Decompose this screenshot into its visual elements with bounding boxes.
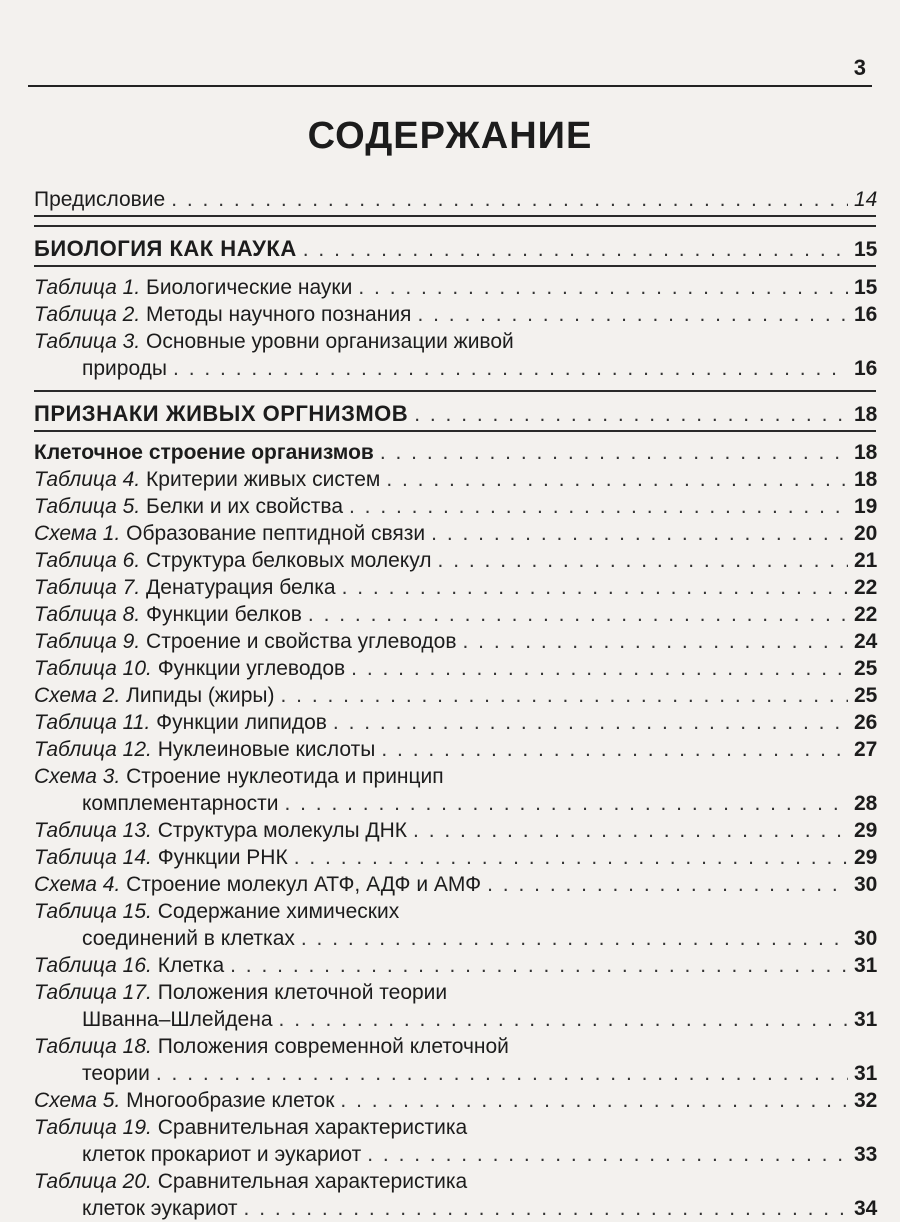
toc-entry-text xyxy=(34,186,165,213)
toc-entry-title: Нуклеиновые кислоты xyxy=(157,738,376,761)
toc-entry-kind: Таблица 17. xyxy=(34,981,152,1004)
toc-line xyxy=(34,235,876,263)
toc-line-continued xyxy=(34,1141,876,1168)
dot-leader xyxy=(381,736,848,763)
toc-entry-title-continued: комплементарности xyxy=(82,792,279,815)
toc-entry-text xyxy=(34,1114,467,1141)
toc-page-number: 34 xyxy=(854,1197,878,1220)
toc-line xyxy=(34,709,876,736)
toc-page-number: 22 xyxy=(854,576,878,599)
toc-entry xyxy=(34,1033,876,1087)
table-of-contents xyxy=(34,186,876,1222)
toc-page-number: 31 xyxy=(854,954,878,977)
toc-page-number: 33 xyxy=(854,1143,878,1166)
toc-page-number: 26 xyxy=(854,711,878,734)
toc-page-number: 30 xyxy=(854,927,878,950)
toc-entry-text xyxy=(34,979,447,1006)
toc-page-number: 20 xyxy=(854,522,878,545)
toc-entry-kind: Таблица 14. xyxy=(34,846,152,869)
toc-entry-title: Строение и свойства углеводов xyxy=(146,630,457,653)
toc-line xyxy=(34,439,876,466)
toc-entry-kind: Таблица 16. xyxy=(34,954,152,977)
toc-page-number: 14 xyxy=(854,188,878,211)
toc-entry-title-continued: теории xyxy=(82,1062,150,1085)
toc-page-number: 18 xyxy=(854,468,878,491)
toc-entry-text xyxy=(34,655,345,682)
toc-page-number: 15 xyxy=(854,276,878,299)
toc-entry-kind: Схема 4. xyxy=(34,873,121,896)
toc-line-continued xyxy=(34,925,876,952)
section-divider xyxy=(34,390,876,392)
toc-line xyxy=(34,274,876,301)
toc-entry-text xyxy=(34,493,343,520)
section-divider xyxy=(34,225,876,227)
toc-page-number: 28 xyxy=(854,792,878,815)
dot-leader xyxy=(284,790,848,817)
toc-entry xyxy=(34,871,876,898)
toc-entry-title: Предисловие xyxy=(34,188,166,211)
section-divider xyxy=(34,215,876,217)
toc-entry-kind: Таблица 3. xyxy=(34,330,141,353)
toc-entry-kind: Таблица 15. xyxy=(34,900,152,923)
dot-leader xyxy=(413,817,848,844)
toc-entry xyxy=(34,709,876,736)
toc-entry-title-continued: клеток прокариот и эукариот xyxy=(82,1143,362,1166)
toc-entry-text xyxy=(34,682,274,709)
toc-entry-title: Клетка xyxy=(157,954,225,977)
toc-entry-title: Функции РНК xyxy=(157,846,288,869)
toc-entry xyxy=(34,547,876,574)
toc-entry xyxy=(34,601,876,628)
toc-page-number: 19 xyxy=(854,495,878,518)
toc-page-number: 25 xyxy=(854,657,878,680)
toc-entry-text xyxy=(34,709,327,736)
toc-line-continued xyxy=(34,1195,876,1222)
toc-line-continued xyxy=(34,355,876,382)
toc-entry-text xyxy=(34,574,336,601)
toc-line xyxy=(34,574,876,601)
toc-page-number: 27 xyxy=(854,738,878,761)
toc-line xyxy=(34,655,876,682)
toc-entry-text xyxy=(34,844,288,871)
toc-line-continued xyxy=(34,1006,876,1033)
dot-leader xyxy=(308,601,848,628)
toc-entry xyxy=(34,493,876,520)
toc-entry-title-continued: Шванна–Шлейдена xyxy=(82,1008,273,1031)
toc-entry-text xyxy=(34,601,302,628)
toc-line xyxy=(34,898,876,925)
toc-entry-text xyxy=(34,763,444,790)
toc-entry-title: Методы научного познания xyxy=(146,303,412,326)
dot-leader xyxy=(351,655,848,682)
toc-entry-title: Структура белковых молекул xyxy=(146,549,432,572)
toc-entry xyxy=(34,328,876,382)
toc-line xyxy=(34,520,876,547)
toc-entry xyxy=(34,186,876,213)
toc-line xyxy=(34,844,876,871)
toc-entry-title: Положения клеточной теории xyxy=(157,981,448,1004)
toc-entry-text xyxy=(34,871,481,898)
toc-entry-title: Образование пептидной связи xyxy=(126,522,426,545)
running-head xyxy=(28,55,872,87)
toc-entry-title-continued: природы xyxy=(82,357,168,380)
toc-entry xyxy=(34,736,876,763)
toc-page-number: 24 xyxy=(854,630,878,653)
dot-leader xyxy=(333,709,848,736)
toc-entry-text xyxy=(34,301,411,328)
toc-entry-kind: Таблица 4. xyxy=(34,468,141,491)
toc-line xyxy=(34,328,876,355)
toc-entry-title: Денатурация белка xyxy=(146,576,336,599)
toc-entry-kind: Таблица 19. xyxy=(34,1116,152,1139)
dot-leader xyxy=(438,547,848,574)
toc-page-number: 22 xyxy=(854,603,878,626)
toc-entry-kind: Таблица 18. xyxy=(34,1035,152,1058)
toc-page-number: 18 xyxy=(854,403,878,426)
toc-line xyxy=(34,871,876,898)
dot-leader xyxy=(230,952,848,979)
toc-entry-title: Положения современной клеточной xyxy=(157,1035,509,1058)
toc-line xyxy=(34,1168,876,1195)
toc-entry-text xyxy=(34,274,352,301)
toc-entry-title: Липиды (жиры) xyxy=(126,684,275,707)
toc-page-number: 16 xyxy=(854,357,878,380)
toc-page-number: 25 xyxy=(854,684,878,707)
toc-entry-kind: Таблица 2. xyxy=(34,303,141,326)
toc-entry-text xyxy=(34,328,514,355)
dot-leader xyxy=(294,844,848,871)
dot-leader xyxy=(173,355,848,382)
toc-line xyxy=(34,817,876,844)
toc-entry xyxy=(34,1114,876,1168)
toc-entry xyxy=(34,655,876,682)
toc-entry-title: Строение молекул АТФ, АДФ и АМФ xyxy=(126,873,482,896)
toc-entry xyxy=(34,979,876,1033)
dot-leader xyxy=(279,1006,848,1033)
toc-page-number: 16 xyxy=(854,303,878,326)
toc-entry-kind: Таблица 6. xyxy=(34,549,141,572)
toc-entry-text xyxy=(34,736,375,763)
toc-entry-text xyxy=(34,439,374,466)
dot-leader xyxy=(301,925,848,952)
toc-entry-kind: Схема 5. xyxy=(34,1089,121,1112)
toc-entry xyxy=(34,628,876,655)
dot-leader xyxy=(280,682,848,709)
toc-page-number: 32 xyxy=(854,1089,878,1112)
toc-line xyxy=(34,628,876,655)
toc-entry xyxy=(34,682,876,709)
toc-entry-title: Биологические науки xyxy=(146,276,353,299)
dot-leader xyxy=(340,1087,848,1114)
toc-line xyxy=(34,186,876,213)
toc-page-number: 29 xyxy=(854,819,878,842)
dot-leader xyxy=(417,301,848,328)
toc-entry-kind: Таблица 9. xyxy=(34,630,141,653)
dot-leader xyxy=(171,186,848,213)
toc-line-continued xyxy=(34,790,876,817)
dot-leader xyxy=(367,1141,848,1168)
toc-entry xyxy=(34,817,876,844)
toc-page-number: 21 xyxy=(854,549,878,572)
toc-entry-text xyxy=(34,466,380,493)
toc-entry xyxy=(34,574,876,601)
toc-section xyxy=(34,235,876,263)
toc-entry xyxy=(34,301,876,328)
toc-line xyxy=(34,301,876,328)
toc-entry-title: Строение нуклеотида и принцип xyxy=(126,765,444,788)
toc-entry xyxy=(34,844,876,871)
toc-entry-title: Критерии живых систем xyxy=(146,468,381,491)
toc-page-number: 15 xyxy=(854,238,878,261)
toc-entry xyxy=(34,274,876,301)
toc-page-number: 18 xyxy=(854,441,878,464)
toc-entry-title: Структура молекулы ДНК xyxy=(157,819,408,842)
toc-line xyxy=(34,736,876,763)
toc-line xyxy=(34,400,876,428)
dot-leader xyxy=(349,493,848,520)
toc-entry-title: Многообразие клеток xyxy=(126,1089,335,1112)
toc-line xyxy=(34,1114,876,1141)
toc-entry-title: Белки и их свойства xyxy=(146,495,343,518)
toc-entry-text xyxy=(34,235,297,262)
dot-leader xyxy=(358,274,848,301)
toc-entry-title: Сравнительная характеристика xyxy=(157,1116,468,1139)
toc-entry-text xyxy=(34,400,408,427)
toc-line xyxy=(34,1087,876,1114)
toc-line xyxy=(34,763,876,790)
toc-entry-title: Основные уровни организации живой xyxy=(146,330,514,353)
dot-leader xyxy=(156,1060,848,1087)
toc-section xyxy=(34,400,876,428)
toc-entry-kind: Таблица 13. xyxy=(34,819,152,842)
toc-entry-title-continued: соединений в клетках xyxy=(82,927,295,950)
dot-leader xyxy=(380,439,848,466)
dot-leader xyxy=(342,574,848,601)
dot-leader xyxy=(431,520,848,547)
toc-line xyxy=(34,682,876,709)
toc-page-number: 31 xyxy=(854,1008,878,1031)
toc-line xyxy=(34,466,876,493)
toc-entry-text xyxy=(34,520,425,547)
toc-entry-text xyxy=(34,952,224,979)
toc-entry-kind: Схема 3. xyxy=(34,765,121,788)
dot-leader xyxy=(386,466,848,493)
toc-entry-kind: Схема 2. xyxy=(34,684,121,707)
toc-entry-title: Функции белков xyxy=(146,603,302,626)
toc-entry xyxy=(34,952,876,979)
section-divider xyxy=(34,430,876,432)
dot-leader xyxy=(244,1195,848,1222)
toc-entry-title: Содержание химических xyxy=(157,900,400,923)
toc-entry-kind: Таблица 10. xyxy=(34,657,152,680)
toc-entry-title: Функции углеводов xyxy=(157,657,346,680)
toc-entry-text xyxy=(34,817,407,844)
dot-leader xyxy=(414,401,848,428)
toc-line xyxy=(34,493,876,520)
toc-entry-text xyxy=(34,628,457,655)
toc-page-number: 29 xyxy=(854,846,878,869)
toc-subsection xyxy=(34,439,876,466)
section-divider xyxy=(34,265,876,267)
toc-line xyxy=(34,1033,876,1060)
toc-entry-kind: Таблица 11. xyxy=(34,711,151,734)
toc-line-continued xyxy=(34,1060,876,1087)
toc-entry-text xyxy=(34,898,399,925)
dot-leader xyxy=(487,871,848,898)
toc-entry xyxy=(34,520,876,547)
toc-entry-text xyxy=(34,1087,334,1114)
toc-entry-kind: Таблица 8. xyxy=(34,603,141,626)
page-number: 3 xyxy=(853,55,866,80)
toc-entry xyxy=(34,466,876,493)
toc-entry-kind: Схема 1. xyxy=(34,522,121,545)
toc-entry-kind: Таблица 1. xyxy=(34,276,141,299)
toc-page-number: 30 xyxy=(854,873,878,896)
page-title: СОДЕРЖАНИЕ xyxy=(307,115,593,157)
toc-entry-kind: Таблица 7. xyxy=(34,576,141,599)
toc-line xyxy=(34,547,876,574)
toc-entry-title: ПРИЗНАКИ ЖИВЫХ ОРГНИЗМОВ xyxy=(34,401,409,426)
toc-entry xyxy=(34,1087,876,1114)
toc-entry-title-continued: клеток эукариот xyxy=(82,1197,238,1220)
toc-entry-title: Функции липидов xyxy=(156,711,327,734)
toc-page-number: 31 xyxy=(854,1062,878,1085)
toc-entry xyxy=(34,763,876,817)
toc-entry-kind: Таблица 5. xyxy=(34,495,141,518)
toc-line xyxy=(34,601,876,628)
toc-entry-title: Клеточное строение организмов xyxy=(34,441,374,464)
toc-entry-kind: Таблица 20. xyxy=(34,1170,152,1193)
toc-entry-kind: Таблица 12. xyxy=(34,738,152,761)
toc-line xyxy=(34,979,876,1006)
toc-line xyxy=(34,952,876,979)
toc-entry-title: БИОЛОГИЯ КАК НАУКА xyxy=(34,236,297,261)
dot-leader xyxy=(463,628,848,655)
toc-entry xyxy=(34,1168,876,1222)
toc-entry-title: Сравнительная характеристика xyxy=(157,1170,468,1193)
toc-entry-text xyxy=(34,547,432,574)
toc-entry xyxy=(34,898,876,952)
toc-entry-text xyxy=(34,1168,467,1195)
toc-entry-text xyxy=(34,1033,509,1060)
dot-leader xyxy=(303,236,848,263)
